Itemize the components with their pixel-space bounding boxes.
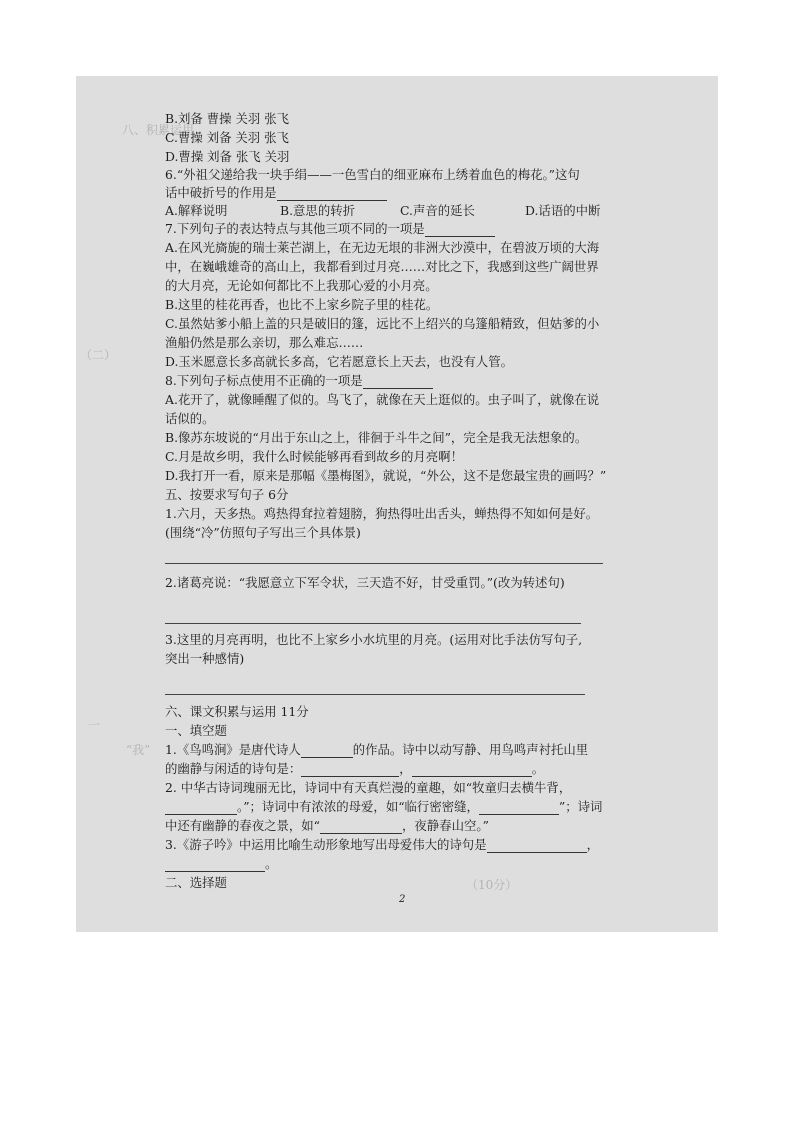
q8-option-a: A.花开了，就像睡醒了似的。鸟飞了，就像在天上逛似的。虫子叫了，就像在说	[165, 392, 600, 407]
bleed-through-text: 八、积累运用	[122, 123, 195, 137]
answer-line[interactable]	[165, 694, 585, 695]
q8-option-c: C.月是故乡明，我什么时候能够再看到故乡的月亮啊！	[165, 449, 463, 464]
sec5-q2: 2.诸葛亮说：“我愿意立下军令状，三天造不好，甘受重罚。”(改为转述句)	[165, 575, 565, 590]
q8-option-a-cont: 话似的。	[165, 411, 215, 426]
section-5-title: 五、按要求写句子 6分	[165, 487, 289, 502]
answer-blank[interactable]	[165, 801, 237, 815]
q6-option-d: D.话语的中断	[525, 203, 601, 218]
fill-q1-cont	[165, 760, 544, 777]
sec5-q1-instruction: (围绕“冷”仿照句子写出三个具体景)	[165, 525, 361, 540]
q6-options	[165, 202, 600, 219]
answer-blank[interactable]	[320, 820, 402, 834]
fill-q1-text: 的幽静与闲适的诗句是：	[165, 761, 302, 776]
fill-q3	[165, 836, 599, 853]
option-b: B.刘备 曹操 关羽 张飞	[165, 111, 289, 126]
fill-q2-text: ”；诗词	[558, 799, 603, 814]
bleed-through-text: （10分）	[466, 878, 518, 892]
q8-option-b: B.像苏东坡说的“月出于东山之上，徘徊于斗牛之间”，完全是我无法想象的。	[165, 430, 588, 445]
answer-blank[interactable]	[301, 763, 399, 777]
answer-blank[interactable]	[165, 858, 265, 872]
answer-line[interactable]	[165, 623, 581, 624]
sec5-q1: 1.六月，天多热。鸡热得耷拉着翅膀，狗热得吐出舌头，蝉热得不知如何是好。	[165, 506, 599, 521]
fill-q2: 2. 中华古诗词瑰丽无比，诗词中有天真烂漫的童趣，如“牧童归去横牛背，	[165, 780, 572, 795]
q7-option-a-cont: 的大月亮，无论如何都比不上我那心爱的小月亮。	[165, 278, 438, 293]
q6-stem-text: 话中破折号的作用是	[165, 185, 277, 200]
option-c: C.曹操 刘备 关羽 张飞	[165, 130, 289, 145]
bleed-through-text: （二）	[80, 348, 117, 362]
bleed-through-text: 一	[88, 718, 101, 732]
fill-q1-text: ，	[399, 761, 412, 776]
fill-q3-text: ，	[586, 837, 599, 852]
fill-q1-text: 。	[531, 761, 545, 776]
exam-page-scan	[76, 76, 718, 932]
q7-option-a: A.在风光旖旎的瑞士莱芒湖上，在无边无垠的非洲大沙漠中，在碧波万顷的大海	[165, 240, 600, 255]
q7-stem-text: 7.下列句子的表达特点与其他三项不同的一项是	[165, 221, 425, 236]
q7-option-c-cont: 渔船仍然是那么亲切，那么难忘……	[165, 335, 364, 350]
q6-option-c: C.声音的延长	[400, 203, 475, 218]
fill-q1-text: 1.《鸟鸣涧》是唐代诗人	[165, 742, 301, 757]
fill-q3-cont	[165, 855, 277, 872]
answer-blank[interactable]	[412, 763, 532, 777]
fill-q1	[165, 741, 588, 758]
q6-stem: 6.“外祖父递给我一块手绢——一色雪白的细亚麻布上绣着血色的梅花。”这句	[165, 167, 580, 182]
sec5-q3: 3.这里的月亮再明，也比不上家乡小水坑里的月亮。(运用对比手法仿写句子,	[165, 632, 583, 647]
answer-line[interactable]	[165, 563, 603, 564]
fill-q3-text: 。	[265, 856, 278, 871]
fill-q3-text: 3.《游子吟》中运用比喻生动形象地写出母爱伟大的诗句是	[165, 837, 487, 852]
answer-blank[interactable]	[425, 223, 495, 237]
q7-stem	[165, 220, 495, 237]
fill-in-heading: 一、填空题	[165, 723, 227, 738]
answer-blank[interactable]	[479, 801, 559, 815]
answer-blank[interactable]	[487, 839, 587, 853]
q8-option-d: D.我打开一看，原来是那幅《墨梅图》，就说，“外公，这不是您最宝贵的画吗？”	[165, 468, 607, 483]
q6-option-a: A.解释说明	[165, 203, 228, 218]
answer-blank[interactable]	[301, 744, 353, 758]
q8-stem	[165, 372, 433, 389]
q7-option-a-cont: 中，在巍峨雄奇的高山上，我都看到过月亮……对比之下，我感到这些广阔世界	[165, 259, 599, 274]
bleed-through-text: “我”	[126, 743, 151, 757]
fill-q2-cont	[165, 798, 602, 815]
answer-blank[interactable]	[277, 187, 387, 201]
q8-stem-text: 8.下列句子标点使用不正确的一项是	[165, 373, 363, 388]
section-6-title: 六、课文积累与运用 11分	[165, 704, 309, 719]
fill-q2-cont	[165, 817, 489, 834]
q6-stem-cont	[165, 184, 387, 201]
q6-option-b: B.意思的转折	[280, 203, 355, 218]
q7-option-d: D.玉米愿意长多高就长多高，它若愿意长上天去，也没有人管。	[165, 354, 513, 369]
fill-q2-text: 。”；诗词中有浓浓的母爱，如“临行密密缝，	[237, 799, 479, 814]
sec5-q3-cont: 突出一种感情)	[165, 651, 245, 666]
fill-q2-text: 中还有幽静的春夜之景，如“	[165, 818, 321, 833]
answer-blank[interactable]	[363, 375, 433, 389]
choice-heading: 二、选择题	[165, 875, 227, 890]
q7-option-b: B.这里的桂花再香，也比不上家乡院子里的桂花。	[165, 297, 439, 312]
q7-option-c: C.虽然姑爹小船上盖的只是破旧的篷，远比不上绍兴的乌篷船精致，但姑爹的小	[165, 316, 600, 331]
page-number: 2	[399, 894, 406, 905]
fill-q2-text: ，夜静春山空。”	[402, 818, 489, 833]
option-d: D.曹操 刘备 张飞 关羽	[165, 149, 290, 164]
fill-q1-text: 的作品。诗中以动写静、用鸟鸣声衬托山里	[352, 742, 589, 757]
